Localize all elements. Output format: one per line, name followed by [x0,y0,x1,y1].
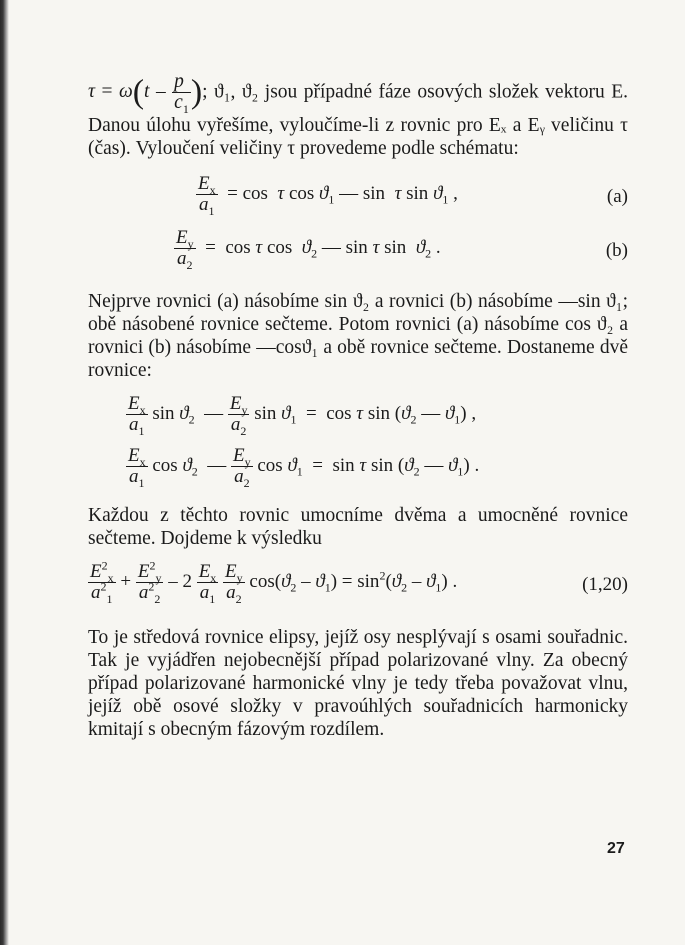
paragraph-4: To je středová rovnice elipsy, jejíž osy nesplývají s osami souřadnic. Tak je vyjádřen nejobecnější případ polarizované vlny. Za obecný případ polarizované harmonické vlny je tedy třeba považovat vlnu, jejíž obě osové složky v pravoúhlých souřadnicích harmonicky kmitají s obecným fázovým rozdílem. [88,626,628,740]
page-binding-edge [0,0,9,945]
tau-formula: τ = ω(t – $\frac{p}{c_1}$ ) [88,71,203,117]
equation-a: $\frac{E_x}{a_1}$ = cos τ $\cos ϑ_1$ — sin τ $\sin ϑ_1$ , (a) [198,172,628,218]
paragraph-3: Každou z těchto rovnic umocníme dvěma a umocněné rovnice sečteme. Dojdeme k výsledku [88,504,628,549]
page-content [88,72,628,741]
equation-b-label: (b) [605,239,628,261]
page-number: 27 [607,840,625,857]
equation-1-20: $\frac{E^2_x}{a^2_1}$ + $\frac{E^2_y}{a^2_2}$ – 2 $\frac{E_x}{a_1}$ $\frac{E_y}{a_2}$ $\cos(ϑ_2 - ϑ_1) = \sin^2(ϑ_2 - ϑ_1)$ . (1,20) [90,558,628,606]
paragraph-2: Nejprve rovnici (a) násobíme sin ϑ₂ a rovnici (b) násobíme —sin ϑ₁; obě násobené rovnice sečteme. Potom rovnici (a) násobíme cos ϑ₂ a rovnici (b) násobíme —cosϑ₁ a obě rovnice sečteme. Dostaneme dvě rovnice: [88,290,628,381]
intro-text: ; ϑ₁, ϑ₂ jsou případné fáze osových složek vektoru E. Danou úlohu vyřešíme, vyloučíme-li z rovnic pro Eₓ a Eᵧ veličinu τ (čas). Vyloučení veličiny τ provedeme podle schématu: [88,81,628,159]
equation-b: $\frac{E_y}{a_2}$ = cos τ $\cos ϑ_2$ — sin τ $\sin ϑ_2$ . (b) [176,226,628,272]
equation-a-label: (a) [606,185,628,207]
intro-paragraph [88,72,628,160]
equation-1-20-label: (1,20) [582,573,628,595]
equation-derived-1: $\frac{E_x}{a_1}$ $\sin ϑ_2$ — $\frac{E_y}{a_2}$ $\sin ϑ_1 = \cos \tau$ $\sin (ϑ_2$ — $ϑ_1$) , [128,392,477,438]
equation-derived-2: $\frac{E_x}{a_1}$ $\cos ϑ_2$ — $\frac{E_y}{a_2}$ $\cos ϑ_1 = \sin \tau$ $\sin (ϑ_2$ — $ϑ_1$) . [128,444,480,490]
